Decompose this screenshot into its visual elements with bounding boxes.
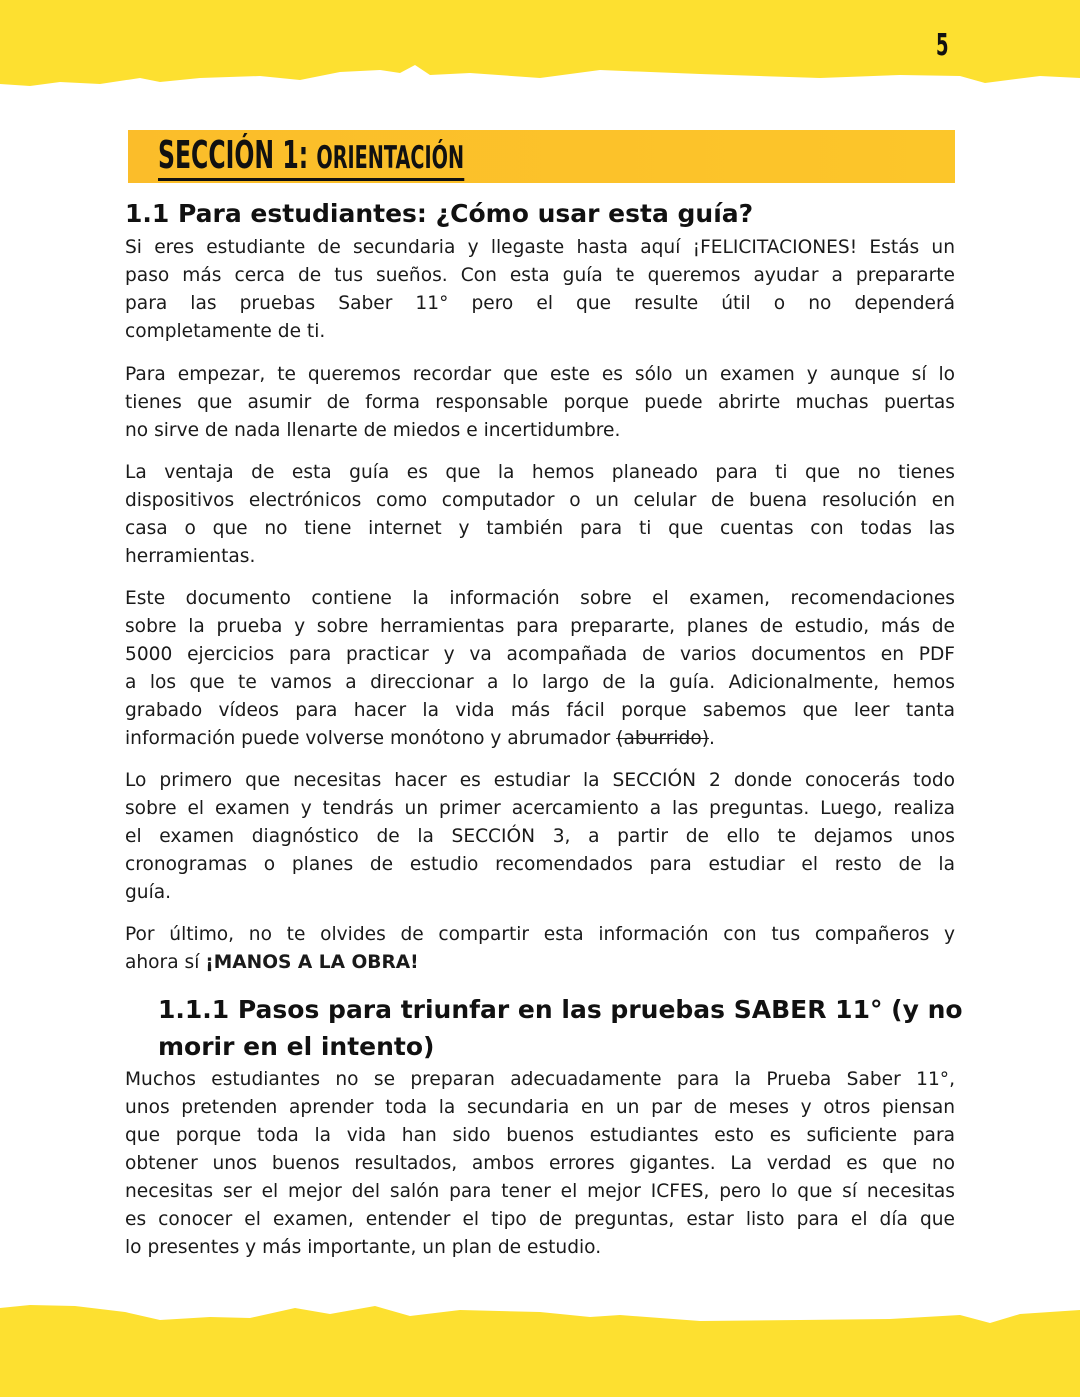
text-line: Este documento contiene la información sobre el examen, recomendaciones — [125, 588, 955, 609]
text-line: sobre el examen y tendrás un primer acercamiento a las preguntas. Luego, realiza — [125, 798, 955, 819]
text-line: La ventaja de esta guía es que la hemos planeado para ti que no tienes — [125, 462, 955, 483]
paragraph-5 — [125, 767, 955, 907]
section-banner — [128, 130, 955, 183]
text-line: obtener unos buenos resultados, ambos errores gigantes. La verdad es que no — [125, 1153, 955, 1174]
text-line: no sirve de nada llenarte de miedos e incertidumbre. — [125, 420, 621, 441]
text-line: Por último, no te olvides de compartir esta información con tus compañeros y — [125, 924, 955, 945]
text-line: es conocer el examen, entender el tipo de preguntas, estar listo para el día que — [125, 1209, 955, 1230]
paragraph-3 — [125, 459, 955, 571]
text-line: Si eres estudiante de secundaria y llegaste hasta aquí ¡FELICITACIONES! Estás un — [125, 237, 955, 258]
text-segment: . — [708, 728, 715, 749]
text-line: lo presentes y más importante, un plan de estudio. — [125, 1237, 602, 1258]
paragraph-7 — [125, 1066, 955, 1262]
paragraph-1 — [125, 234, 955, 346]
text-line — [125, 949, 955, 977]
text-line: grabado vídeos para hacer la vida más fácil porque sabemos que leer tanta — [125, 700, 955, 721]
heading-line: 1.1.1 Pasos para triunfar en las pruebas SABER 11° (y no — [158, 995, 963, 1024]
heading-1-1-1 — [158, 991, 963, 1065]
text-line: herramientas. — [125, 546, 256, 567]
text-line: casa o que no tiene internet y también para ti que cuentas con todas las — [125, 518, 955, 539]
page-number: 5 — [936, 28, 949, 63]
text-segment: información puede volverse monótono y abrumador — [125, 728, 617, 749]
text-line: cronogramas o planes de estudio recomendados para estudiar el resto de la — [125, 854, 955, 875]
bottom-yellow-band — [0, 1300, 1080, 1397]
strikethrough-text: (aburrido) — [616, 728, 709, 749]
text-line: Para empezar, te queremos recordar que este es sólo un examen y aunque sí lo — [125, 364, 955, 385]
paragraph-4 — [125, 585, 955, 753]
section-number: SECCIÓN 1: — [158, 133, 317, 177]
text-line: el examen diagnóstico de la SECCIÓN 3, a partir de ello te dejamos unos — [125, 826, 955, 847]
text-line: que porque toda la vida han sido buenos estudiantes esto es suficiente para — [125, 1125, 955, 1146]
text-line: dispositivos electrónicos como computador o un celular de buena resolución en — [125, 490, 955, 511]
text-line — [125, 725, 955, 753]
top-yellow-band — [0, 0, 1080, 95]
text-line: guía. — [125, 882, 172, 903]
text-line: 5000 ejercicios para practicar y va acompañada de varios documentos en PDF — [125, 644, 955, 665]
text-line: a los que te vamos a direccionar a lo largo de la guía. Adicionalmente, hemos — [125, 672, 955, 693]
text-segment: ahora sí — [125, 952, 206, 973]
text-line: Muchos estudiantes no se preparan adecuadamente para la Prueba Saber 11°, — [125, 1069, 955, 1090]
text-line: tienes que asumir de forma responsable porque puede abrirte muchas puertas — [125, 392, 955, 413]
section-title — [158, 135, 464, 181]
bold-closing: ¡MANOS A LA OBRA! — [205, 952, 419, 973]
heading-line: morir en el intento) — [158, 1032, 435, 1061]
text-line: para las pruebas Saber 11° pero el que resulte útil o no dependerá — [125, 293, 955, 314]
paragraph-6 — [125, 921, 955, 977]
text-line: unos pretenden aprender toda la secundaria en un par de meses y otros piensan — [125, 1097, 955, 1118]
text-line: completamente de ti. — [125, 321, 326, 342]
paragraph-2 — [125, 361, 955, 445]
section-name: ORIENTACIÓN — [316, 140, 465, 176]
text-line: Lo primero que necesitas hacer es estudiar la SECCIÓN 2 donde conocerás todo — [125, 770, 955, 791]
heading-1-1: 1.1 Para estudiantes: ¿Cómo usar esta guía? — [125, 199, 754, 228]
text-line: paso más cerca de tus sueños. Con esta guía te queremos ayudar a prepararte — [125, 265, 955, 286]
text-line: necesitas ser el mejor del salón para tener el mejor ICFES, pero lo que sí necesitas — [125, 1181, 955, 1202]
text-line: sobre la prueba y sobre herramientas para prepararte, planes de estudio, más de — [125, 616, 955, 637]
